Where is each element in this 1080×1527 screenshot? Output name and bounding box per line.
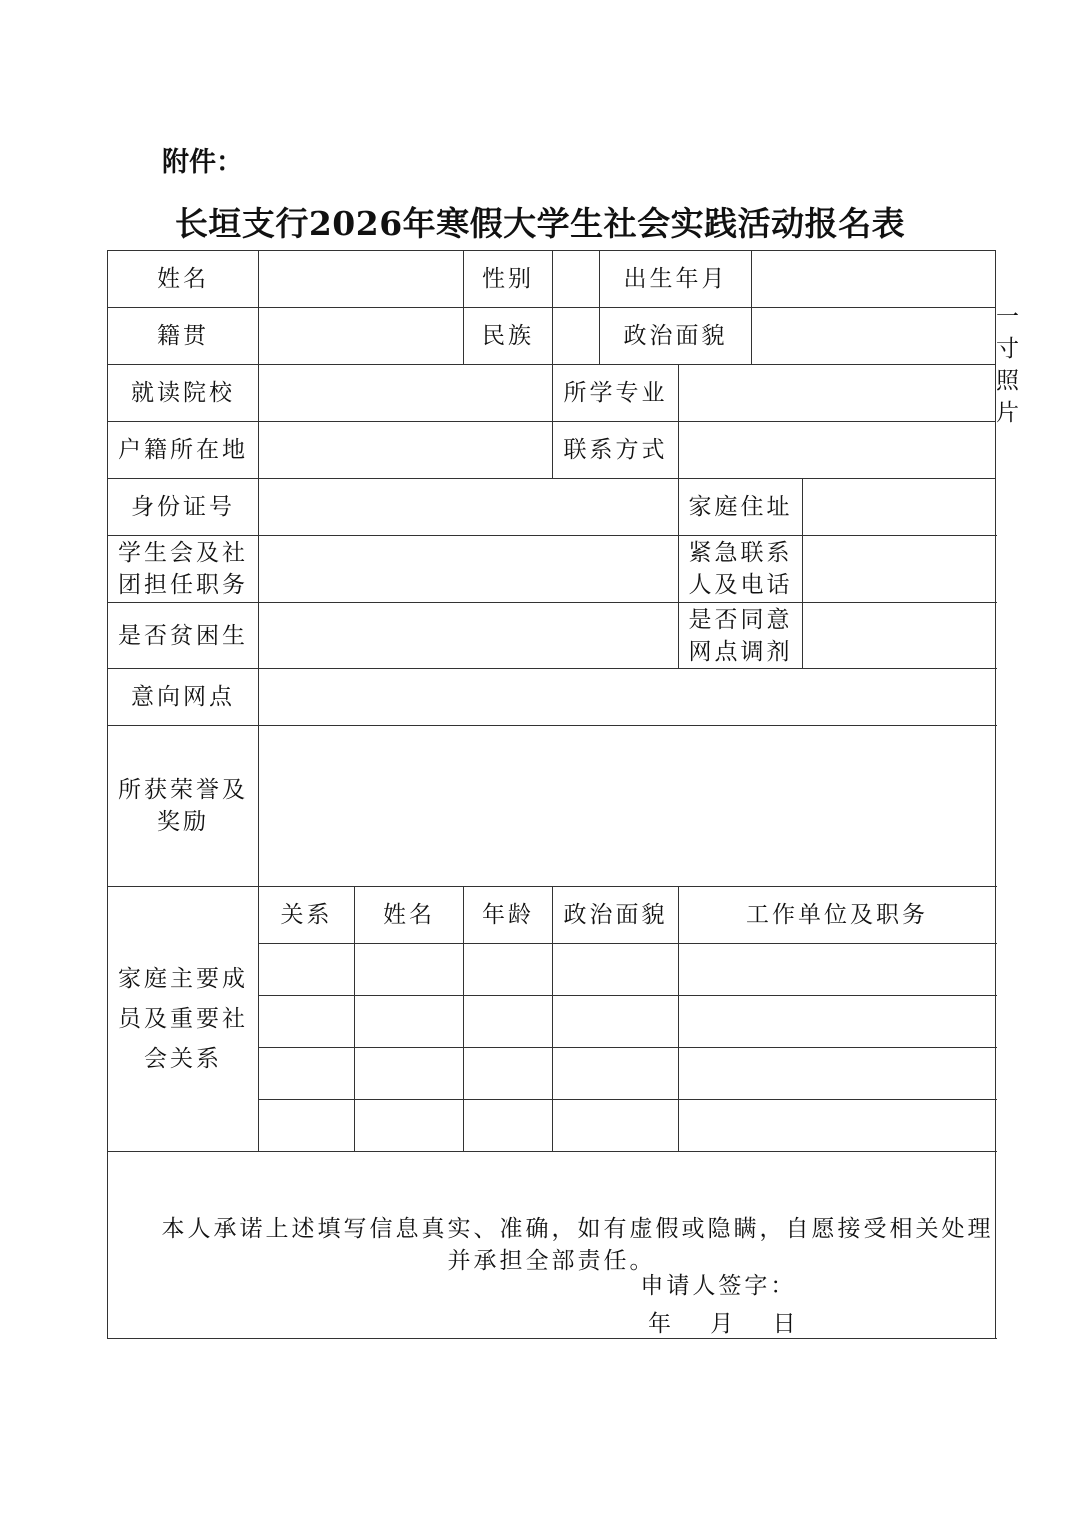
family-cell[interactable]: [259, 995, 355, 1047]
family-cell[interactable]: [259, 1099, 355, 1151]
honors-input[interactable]: [259, 726, 996, 886]
id-number-label: 身份证号: [108, 479, 259, 536]
signature-label: 申请人签字：: [640, 1272, 797, 1299]
school-input[interactable]: [259, 365, 553, 422]
birth-label: 出生年月: [600, 251, 752, 308]
ethnicity-input[interactable]: [553, 308, 600, 365]
preferred-branch-label: 意向网点: [108, 669, 259, 726]
agree-adjust-label-line1: 是否同意: [688, 606, 793, 633]
family-cell[interactable]: [464, 1099, 553, 1151]
family-cell[interactable]: [679, 1047, 996, 1099]
family-cell[interactable]: [553, 995, 679, 1047]
family-cell[interactable]: [553, 1099, 679, 1151]
student-union-label: [108, 536, 259, 603]
family-label-line3: 会关系: [144, 1045, 222, 1072]
family-cell[interactable]: [259, 943, 355, 995]
family-cell[interactable]: [355, 1047, 464, 1099]
student-union-input[interactable]: [259, 536, 679, 603]
contact-label: 联系方式: [553, 422, 679, 479]
name-input[interactable]: [259, 251, 464, 308]
emergency-contact-label-line1: 紧急联系: [688, 540, 793, 567]
gender-label: 性别: [464, 251, 553, 308]
family-cell[interactable]: [679, 995, 996, 1047]
family-cell[interactable]: [553, 943, 679, 995]
poverty-input[interactable]: [259, 603, 679, 669]
household-location-input[interactable]: [259, 422, 553, 479]
family-cell[interactable]: [355, 943, 464, 995]
family-col-age: 年龄: [464, 886, 553, 943]
date-line: 年 月 日: [648, 1310, 799, 1337]
emergency-contact-label: [679, 536, 803, 603]
family-cell[interactable]: [355, 995, 464, 1047]
honors-label-line2: 奖励: [157, 808, 209, 835]
political-status-label: 政治面貌: [600, 308, 752, 365]
family-label: [108, 886, 259, 1151]
honors-label-line1: 所获荣誉及: [118, 776, 248, 803]
preferred-branch-input[interactable]: [259, 669, 996, 726]
native-place-label: 籍贯: [108, 308, 259, 365]
student-union-label-line2: 团担任职务: [118, 572, 248, 599]
family-cell[interactable]: [679, 943, 996, 995]
agree-adjust-label-line2: 网点调剂: [688, 638, 793, 665]
family-col-name: 姓名: [355, 886, 464, 943]
attachment-label: 附件：: [162, 147, 243, 178]
family-cell[interactable]: [259, 1047, 355, 1099]
pledge-text: 本人承诺上述填写信息真实、准确，如有虚假或隐瞒，自愿接受相关处理并承担全部责任。: [161, 1215, 994, 1274]
family-cell[interactable]: [464, 1047, 553, 1099]
agree-adjust-label: [679, 603, 803, 669]
birth-input[interactable]: [752, 251, 996, 308]
emergency-contact-input[interactable]: [803, 536, 996, 603]
contact-input[interactable]: [679, 422, 996, 479]
name-label: 姓名: [108, 251, 259, 308]
family-col-political-status: 政治面貌: [553, 886, 679, 943]
family-col-employer: 工作单位及职务: [679, 886, 996, 943]
family-label-line2: 员及重要社: [118, 1005, 248, 1032]
gender-input[interactable]: [553, 251, 600, 308]
school-label: 就读院校: [108, 365, 259, 422]
form-title: 长垣支行2026年寒假大学生社会实践活动报名表: [174, 204, 906, 243]
pledge-section: [108, 1151, 996, 1338]
home-address-label: 家庭住址: [679, 479, 803, 536]
registration-form-table: 姓名 性别 出生年月 一寸 照片 籍贯 民族 政治面貌 就读院校 所学专业 户籍所在地 联系方式 身份证号 家庭住址 学生会及社 团担任职务 紧急联系 人及电话 是否贫困生 是否同意 网点调剂 意向网点 所获荣誉及 奖励 家庭主要成 员及重要社 会关系 关系 姓名 年龄 政治面貌 工作单位及职务 本人承诺上述填写信息真实、准确，如有虚假或隐瞒，自愿接受相关处理并承担全部责任。 申请人签字： 年 月 日: [107, 250, 996, 1339]
ethnicity-label: 民族: [464, 308, 553, 365]
family-cell[interactable]: [679, 1099, 996, 1151]
poverty-label: 是否贫困生: [108, 603, 259, 669]
political-status-input[interactable]: [752, 308, 996, 365]
major-label: 所学专业: [553, 365, 679, 422]
student-union-label-line1: 学生会及社: [118, 540, 248, 567]
major-input[interactable]: [679, 365, 996, 422]
family-cell[interactable]: [464, 995, 553, 1047]
home-address-input[interactable]: [803, 479, 996, 536]
family-cell[interactable]: [464, 943, 553, 995]
honors-label: [108, 726, 259, 886]
native-place-input[interactable]: [259, 308, 464, 365]
agree-adjust-input[interactable]: [803, 603, 996, 669]
id-number-input[interactable]: [259, 479, 679, 536]
family-label-line1: 家庭主要成: [118, 965, 248, 992]
family-cell[interactable]: [355, 1099, 464, 1151]
family-col-relation: 关系: [259, 886, 355, 943]
household-location-label: 户籍所在地: [108, 422, 259, 479]
emergency-contact-label-line2: 人及电话: [688, 572, 793, 599]
family-cell[interactable]: [553, 1047, 679, 1099]
